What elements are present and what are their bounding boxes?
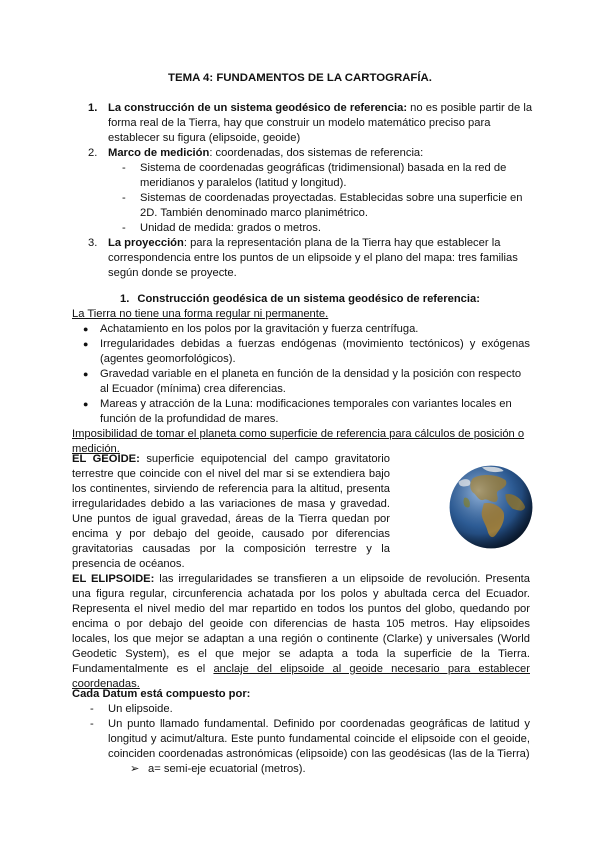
elipsoide-underlined-text: anclaje del elipsoide al geoide necesario para establecer coordenadas. xyxy=(72,663,530,690)
elipsoide-label: EL ELIPSOIDE: xyxy=(72,573,155,585)
bullet-item xyxy=(72,337,530,367)
datum-heading: Cada Datum está compuesto por: xyxy=(72,688,251,700)
outline-item-1 xyxy=(88,101,534,146)
geoide-paragraph xyxy=(72,452,390,572)
outline-heading: Marco de medición xyxy=(108,147,210,159)
datum-item-text: Un punto llamado fundamental. Definido por coordenadas geográficas de latitud y longitud y acimut/altura. Este punto fundamental coincide el elipsoide con el geoide, coinciden coordenadas astronómicas (elipsoide) con las geodésicas (las de la Tierra) xyxy=(108,718,530,760)
dash-marker: - xyxy=(90,703,94,715)
outline-number: 1. xyxy=(88,102,98,114)
outline-list xyxy=(88,101,534,281)
dash-marker: - xyxy=(90,718,94,730)
bullet-marker: ● xyxy=(83,339,89,349)
section-heading xyxy=(0,292,600,307)
bullet-text: Irregularidades debidas a fuerzas endógenas (movimiento tectónicos) y exógenas (agentes geomorfológicos). xyxy=(100,338,530,365)
outline-text: : para la representación plana de la Tierra hay que establecer la correspondencia entre los puntos de un elipsoide y el plano del mapa: tres familias según donde se proyecte. xyxy=(108,237,518,279)
datum-subitem-text: a= semi-eje ecuatorial (metros). xyxy=(148,763,306,775)
outline-number: 2. xyxy=(88,147,98,159)
geoide-label: EL GEOIDE: xyxy=(72,453,140,465)
datum-item-text: Un elipsoide. xyxy=(108,703,173,715)
dash-marker: - xyxy=(122,192,126,204)
dash-marker: - xyxy=(122,222,126,234)
dash-marker: - xyxy=(122,162,126,174)
bullet-marker: ● xyxy=(83,369,89,379)
arrow-marker: ➢ xyxy=(130,763,140,775)
outline-item-3 xyxy=(88,236,534,281)
marco-item-text: Unidad de medida: grados o metros. xyxy=(140,222,321,234)
outline-heading: La construcción de un sistema geodésico de referencia: xyxy=(108,102,408,114)
bullet-item xyxy=(72,322,530,337)
section-subtitle: La Tierra no tiene una forma regular ni permanente. xyxy=(72,308,329,320)
bullet-text: Achatamiento en los polos por la gravitación y fuerza centrífuga. xyxy=(100,323,419,335)
bullet-text: Gravedad variable en el planeta en función de la densidad y la posición con respecto al Ecuador (mínima) crea diferencias. xyxy=(100,368,522,395)
marco-item-text: Sistemas de coordenadas proyectadas. Establecidas sobre una superficie en 2D. También denominado marco planimétrico. xyxy=(140,192,523,219)
elipsoide-text: las irregularidades se transfieren a un elipsoide de revolución. Presenta una figura regular, circunferencia achatada por los polos y abultada cerca del Ecuador. Representa el nivel medio del mar repartido en todos los puntos del globo, quedando por encima o por debajo del geoide con diferencias de hasta 105 metros. Hay elipsoides locales, los que mejor se adaptan a una región o continente (Clarke) y universales (World Geodetic System), es el que mejor se adapta a toda la superficie de la Tierra. Fundamentalmente es el xyxy=(72,573,530,675)
bullet-item xyxy=(72,367,530,397)
outline-text: no es posible partir de la forma real de la Tierra, hay que construir un modelo matemático preciso para establecer su figura (elipsoide, geoide) xyxy=(108,102,533,144)
outline-heading: La proyección xyxy=(108,237,184,249)
outline-number: 3. xyxy=(88,237,98,249)
datum-item xyxy=(90,702,530,717)
outline-text: : coordenadas, dos sistemas de referencia: xyxy=(209,147,424,159)
bullet-item xyxy=(72,397,530,427)
section-body xyxy=(72,307,530,457)
datum-section xyxy=(72,687,530,777)
elipsoide-paragraph xyxy=(72,572,530,692)
section-heading-text: Construcción geodésica de un sistema geodésico de referencia: xyxy=(137,293,480,305)
datum-item xyxy=(90,717,530,762)
page-title: TEMA 4: FUNDAMENTOS DE LA CARTOGRAFÍA. xyxy=(168,72,432,84)
marco-item xyxy=(122,221,534,236)
bullet-marker: ● xyxy=(83,324,89,334)
marco-item-text: Sistema de coordenadas geográficas (tridimensional) basada en la red de meridianos y paralelos (latitud y longitud). xyxy=(140,162,507,189)
section-number: 1. xyxy=(120,293,130,305)
datum-subitem xyxy=(130,762,530,777)
outline-item-2 xyxy=(88,146,534,161)
marco-item xyxy=(122,161,534,191)
impossibility-note: Imposibilidad de tomar el planeta como superficie de referencia para cálculos de posición o medición. xyxy=(72,428,525,455)
geoide-text: superficie equipotencial del campo gravitatorio terrestre que coincide con el nivel del mar si se extendiera bajo los continentes, sirviendo de referencia para la altitud, presenta irregularidades debido a las variaciones de masa y gravedad. Une puntos de igual gravedad, áreas de la Tierra quedan por encima y por debajo del geoide, causado por diferencias gravitatorias causadas por la composición terrestre y la presencia de océanos. xyxy=(72,453,390,570)
earth-globe-image xyxy=(446,462,536,552)
bullet-text: Mareas y atracción de la Luna: modificaciones temporales con variantes locales en función de la profundidad de mares. xyxy=(100,398,512,425)
bullet-marker: ● xyxy=(83,399,89,409)
marco-item xyxy=(122,191,534,221)
